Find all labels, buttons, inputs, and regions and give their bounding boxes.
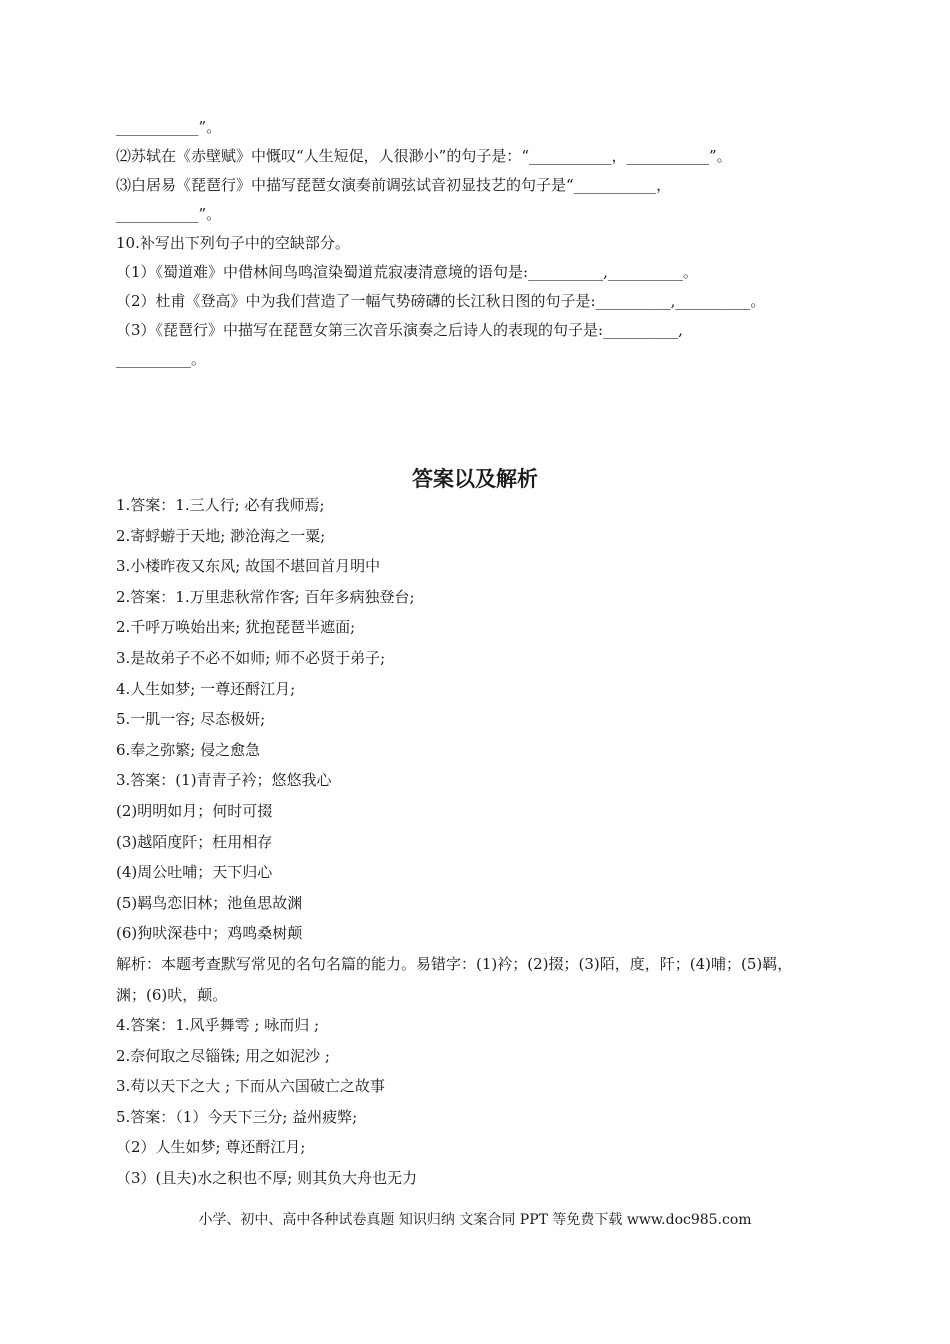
answers-title: 答案以及解析 bbox=[412, 467, 538, 491]
question-line: ___________”。 bbox=[116, 118, 222, 136]
answer-line: (6)狗吠深巷中；鸡鸣桑树颠 bbox=[116, 924, 303, 943]
question-line: __________。 bbox=[116, 350, 207, 368]
answer-line: (4)周公吐哺；天下归心 bbox=[116, 863, 273, 882]
answer-line: （3）(且夫)水之积也不厚; 则其负大舟也无力 bbox=[116, 1169, 418, 1188]
answer-line: 2.千呼万唤始出来; 犹抱琵琶半遮面; bbox=[116, 618, 356, 637]
answer-line: 2.答案：1.万里悲秋常作客; 百年多病独登台; bbox=[116, 587, 415, 606]
answer-line: 3.是故弟子不必不如师; 师不必贤于弟子; bbox=[116, 648, 386, 667]
answer-line: 5.答案：（1）今天下三分; 益州疲弊; bbox=[116, 1107, 358, 1126]
question-line: （3）《琵琶行》中描写在琵琶女第三次音乐演奏之后诗人的表现的句子是:__________, bbox=[116, 321, 683, 339]
answer-line: 5.一肌一容; 尽态极妍; bbox=[116, 710, 266, 729]
answer-line: (5)羁鸟恋旧林；池鱼思故渊 bbox=[116, 893, 303, 912]
answer-line: (2)明明如月；何时可掇 bbox=[116, 801, 273, 820]
answer-line: 3.苟以天下之大 ; 下而从六国破亡之故事 bbox=[116, 1077, 385, 1096]
question-line: （1）《蜀道难》中借林间鸟鸣渲染蜀道荒寂凄清意境的语句是:__________,__________。 bbox=[116, 263, 698, 281]
analysis-line: 解析：本题考查默写常见的名句名篇的能力。易错字：(1)衿；(2)掇；(3)陌，度，阡；(4)哺；(5)羁， bbox=[116, 954, 793, 973]
answer-line: 4.人生如梦; 一尊还酹江月; bbox=[116, 679, 296, 698]
answer-line: 6.奉之弥繁; 侵之愈急 bbox=[116, 740, 261, 759]
questions-section bbox=[116, 113, 846, 374]
answer-line: 4.答案：1.风乎舞雩 ; 咏而归 ; bbox=[116, 1016, 320, 1035]
answers-section bbox=[116, 490, 846, 1194]
analysis-line: 渊；(6)吠，颠。 bbox=[116, 985, 228, 1004]
question-line: ___________”。 bbox=[116, 205, 222, 223]
answer-line: 2.奈何取之尽锱铢; 用之如泥沙 ; bbox=[116, 1046, 330, 1065]
answer-line: 1.答案：1.三人行; 必有我师焉; bbox=[116, 496, 325, 514]
answer-line: （2）人生如梦; 尊还酹江月; bbox=[116, 1138, 306, 1157]
question-line: 10.补写出下列句子中的空缺部分。 bbox=[116, 234, 350, 252]
answer-line: (3)越陌度阡；枉用相存 bbox=[116, 832, 273, 851]
answer-line: 3.小楼昨夜又东风; 故国不堪回首月明中 bbox=[116, 557, 381, 576]
question-line: ⑵苏轼在《赤壁赋》中慨叹“人生短促，人很渺小”的句子是：“___________，___________”。 bbox=[116, 147, 732, 165]
question-line: ⑶白居易《琵琶行》中描写琵琶女演奏前调弦试音初显技艺的句子是“___________， bbox=[116, 176, 672, 194]
answer-line: 2.寄蜉蝣于天地; 渺沧海之一粟; bbox=[116, 526, 326, 545]
question-line: （2）杜甫《登高》中为我们营造了一幅气势磅礴的长江秋日图的句子是:__________,__________。 bbox=[116, 292, 766, 310]
page-footer: 小学、初中、高中各种试卷真题 知识归纳 文案合同 PPT 等免费下载 www.doc985.com bbox=[198, 1212, 752, 1228]
answer-line: 3.答案：(1)青青子衿；悠悠我心 bbox=[116, 771, 332, 790]
